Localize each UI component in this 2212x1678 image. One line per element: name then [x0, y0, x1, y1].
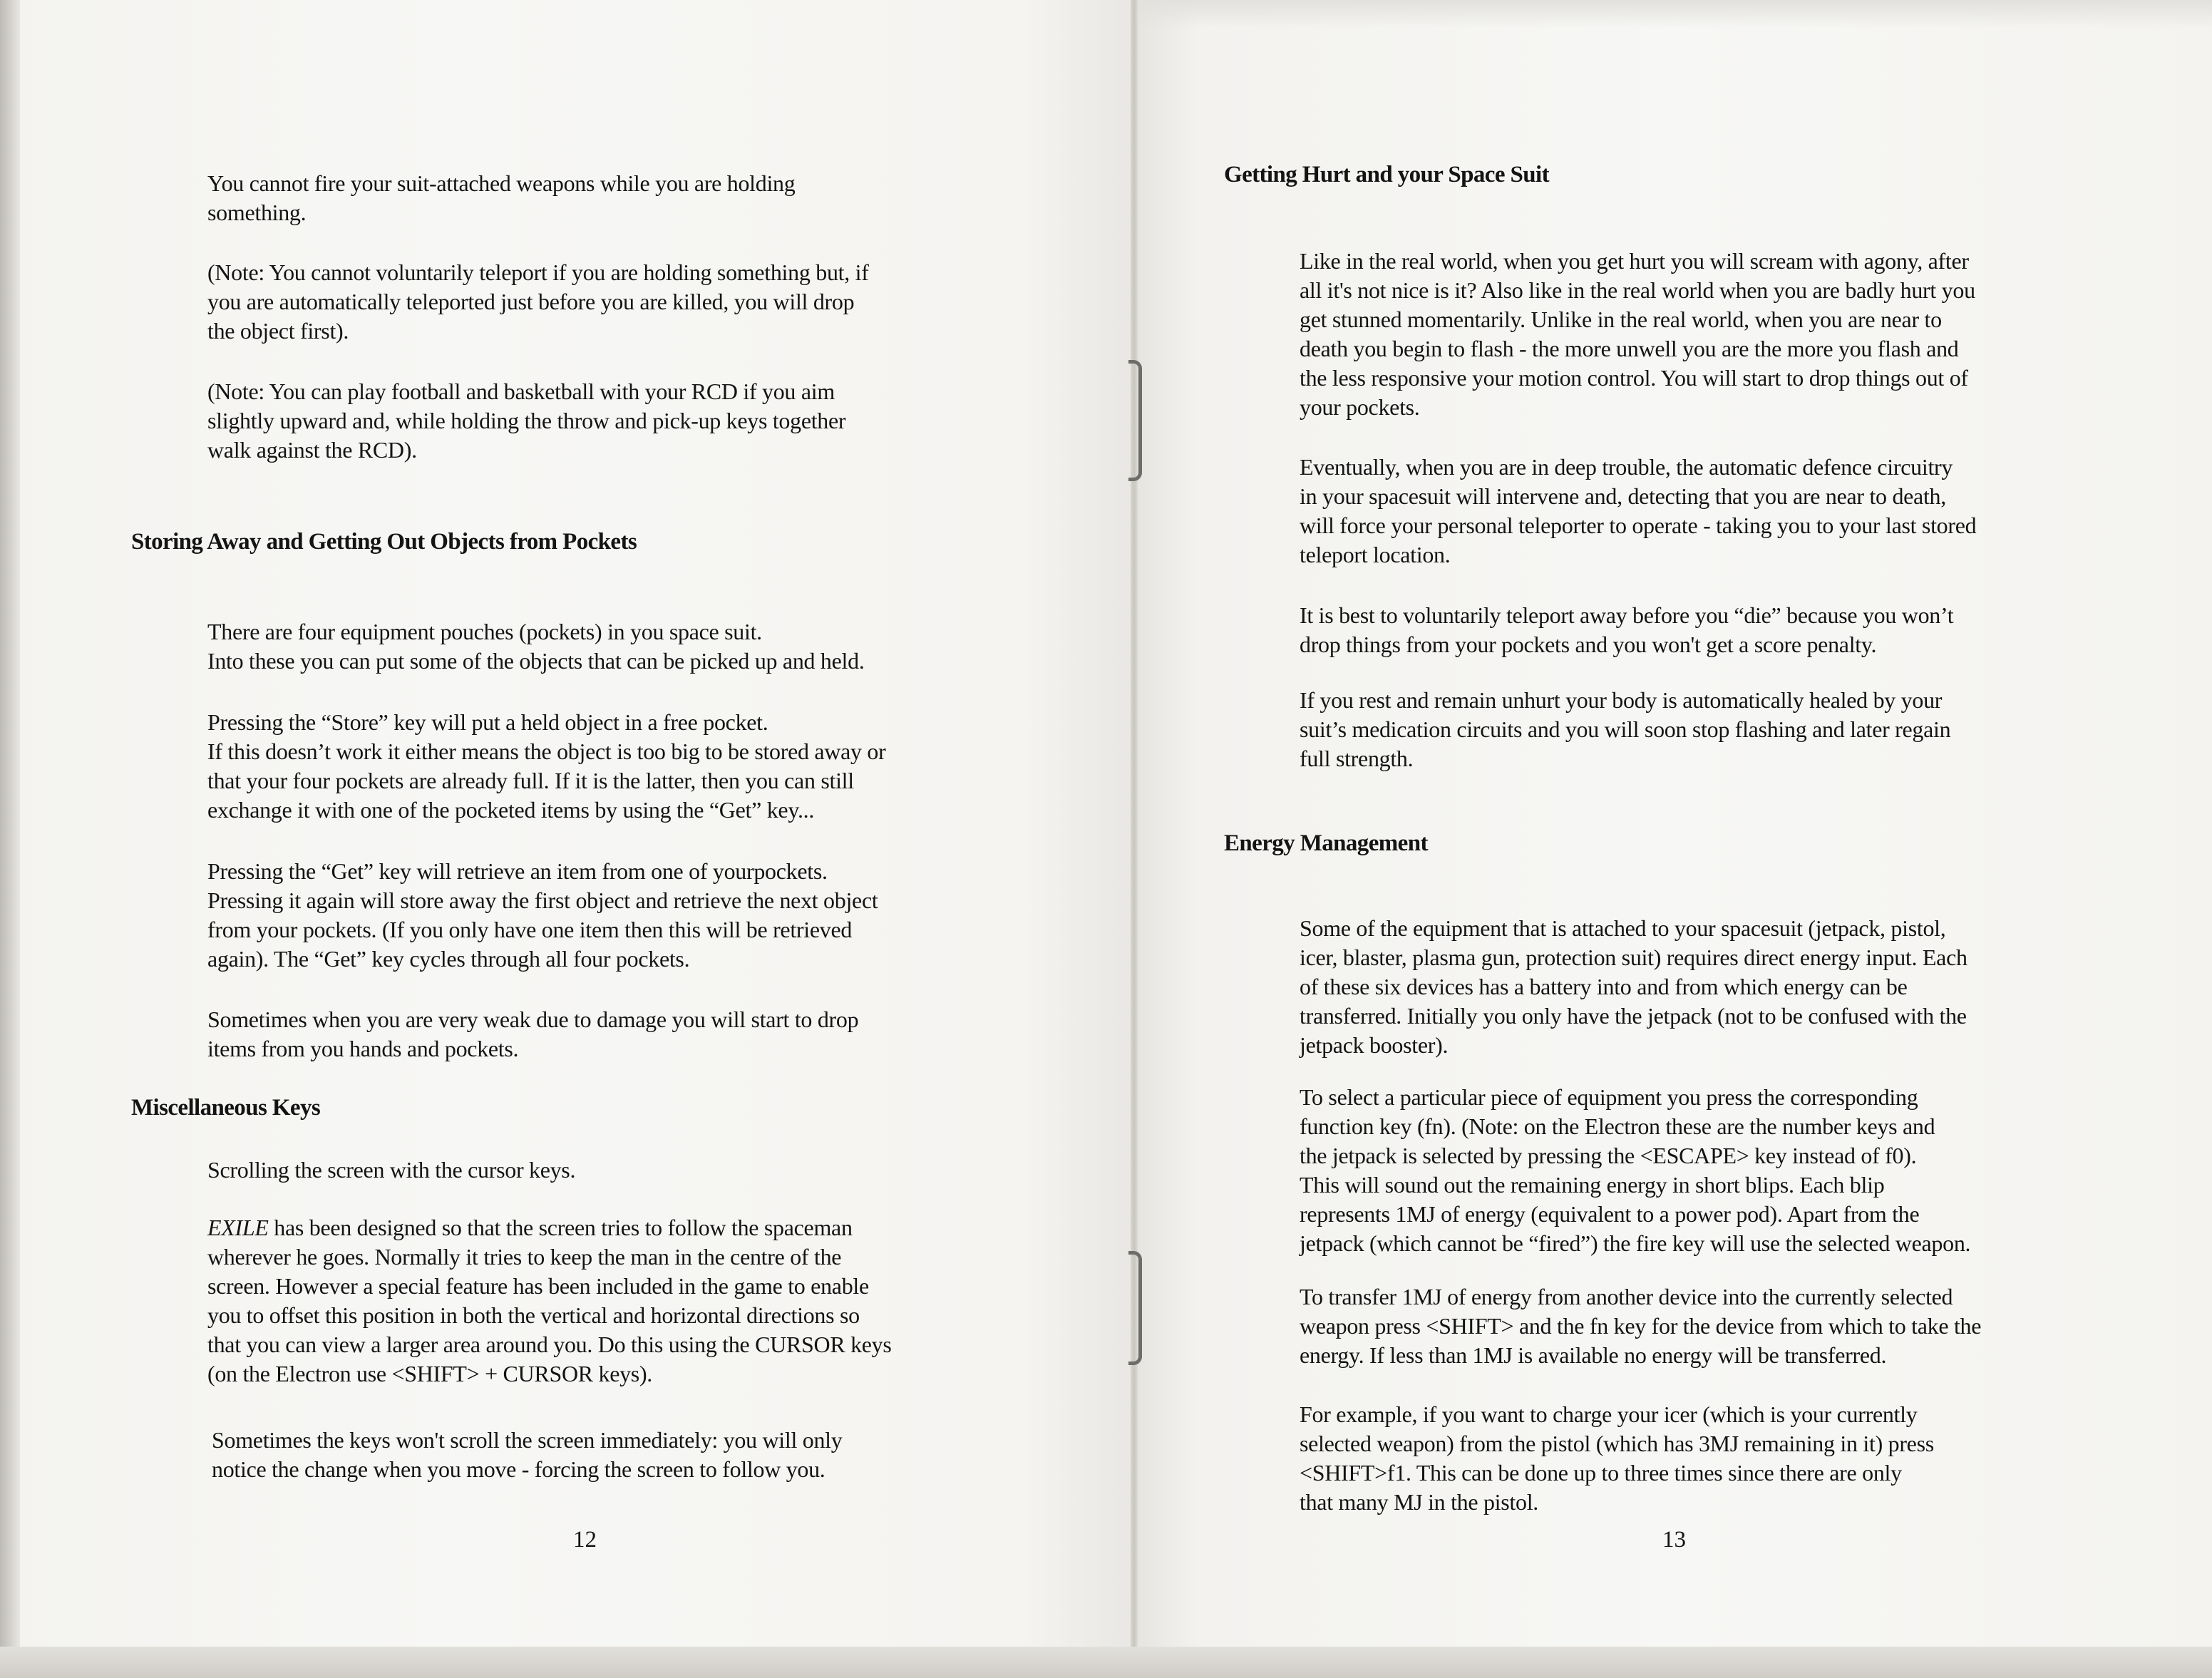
paragraph-get-key: Pressing the “Get” key will retrieve an item from one of yourpockets. Pressing it again will store away the first object and retrieve the next object from your pockets. (If you only have one item then this will be retrieved again). The “Get” key cycles through all four pockets.: [207, 858, 878, 972]
paragraph-scroll-delay: Sometimes the keys won't scroll the screen immediately: you will only notice the change when you move - forcing the screen to follow you.: [212, 1427, 843, 1482]
right-page: [1133, 0, 2212, 1678]
paragraph-healing: If you rest and remain unhurt your body is automatically healed by your suit’s medication circuits and you will soon stop flashing and later regain full strength.: [1300, 687, 1951, 771]
paragraph-store-key: Pressing the “Store” key will put a held object in a free pocket. If this doesn’t work it either means the object is too big to be stored away or that your four pockets are already full. If it is the latter, then you can still exchange it with one of the pocketed items by using the “Get” key...: [207, 709, 886, 823]
paragraph-note-football: (Note: You can play football and basketball with your RCD if you aim slightly upward and, while holding the throw and pick-up keys together walk against the RCD).: [207, 379, 846, 463]
paragraph-equipment-energy: Some of the equipment that is attached to your spacesuit (jetpack, pistol, icer, blaster, plasma gun, protection suit) requires direct energy input. Each of these six devices has a battery into and from which energy can be transferred. Initially you only have the jetpack (not to be confused with the jetpack booster).: [1300, 915, 1967, 1058]
heading-miscellaneous-keys: Miscellaneous Keys: [131, 1095, 321, 1121]
paragraph-scrolling: Scrolling the screen with the cursor keys.: [207, 1157, 576, 1183]
paragraph-exile-body: has been designed so that the screen tries to follow the spaceman wherever he goes. Normally it tries to keep the man in the centre of the screen. However a special feature has been included in the game to enable you to offset this position in both the vertical and horizontal directions so that you can view a larger area around you. Do this using the CURSOR keys (on the Electron use <SHIFT> + CURSOR keys).: [207, 1215, 892, 1386]
paragraph-pockets-intro: There are four equipment pouches (pockets) in you space suit. Into these you can put some of the objects that can be picked up and held.: [207, 619, 865, 674]
staple-top: [1128, 360, 1142, 481]
paragraph-drop-items: Sometimes when you are very weak due to damage you will start to drop items from you hands and pockets.: [207, 1007, 859, 1061]
paragraph-suit-weapons: You cannot fire your suit-attached weapons while you are holding something.: [207, 170, 796, 225]
paragraph-transfer-energy: To transfer 1MJ of energy from another device into the currently selected weapon press <SHIFT> and the fn key for the device from which to take the energy. If less than 1MJ is available no energy will be transferred.: [1300, 1284, 1982, 1368]
paragraph-select-equipment: To select a particular piece of equipment you press the corresponding function key (fn). (Note: on the Electron these are the number keys and the jetpack is selected by pressing the <ESCAPE> key instead of f0). This will sound out the remaining energy in short blips. Each blip represents 1MJ of energy (equivalent to a power pod). Apart from the jetpack (which cannot be “fired”) the fire key will use the selected weapon.: [1300, 1084, 1971, 1256]
page-edge-left: [0, 0, 20, 1678]
book-gutter: [1131, 0, 1138, 1678]
page-edge-bottom: [0, 1647, 2212, 1678]
paragraph-note-teleport: (Note: You cannot voluntarily teleport if you are holding something but, if you are automatically teleported just before you are killed, you will drop the object first).: [207, 259, 869, 344]
page-number-left: 12: [573, 1527, 597, 1553]
staple-bottom: [1128, 1251, 1142, 1365]
page-shadow-top: [1138, 0, 2212, 29]
heading-energy-management: Energy Management: [1224, 830, 1428, 856]
paragraph-exile-screen: [207, 1213, 892, 1389]
paragraph-defence-circuitry: Eventually, when you are in deep trouble, the automatic defence circuitry in your spacesuit will intervene and, detecting that you are near to death, will force your personal teleporter to operate - taking you to your last stored teleport location.: [1300, 454, 1977, 567]
paragraph-getting-hurt: Like in the real world, when you get hurt you will scream with agony, after all it's not nice is it? Also like in the real world when you are badly hurt you get stunned momentarily. Unlike in the real world, when you are near to death you begin to flash - the more unwell you are the more you flash and the less responsive your motion control. You will start to drop things out of your pockets.: [1300, 248, 1975, 420]
game-title-exile: EXILE: [207, 1215, 269, 1240]
paragraph-charge-example: For example, if you want to charge your icer (which is your currently selected weapon) from the pistol (which has 3MJ remaining in it) press <SHIFT>f1. This can be done up to three times since there are only that many MJ in the pistol.: [1300, 1401, 1934, 1515]
heading-getting-hurt: Getting Hurt and your Space Suit: [1224, 162, 1549, 187]
paragraph-teleport-early: It is best to voluntarily teleport away before you “die” because you won’t drop things from your pockets and you won't get a score penalty.: [1300, 602, 1954, 657]
heading-storing-pockets: Storing Away and Getting Out Objects from Pockets: [131, 529, 637, 555]
page-number-right: 13: [1662, 1527, 1686, 1553]
